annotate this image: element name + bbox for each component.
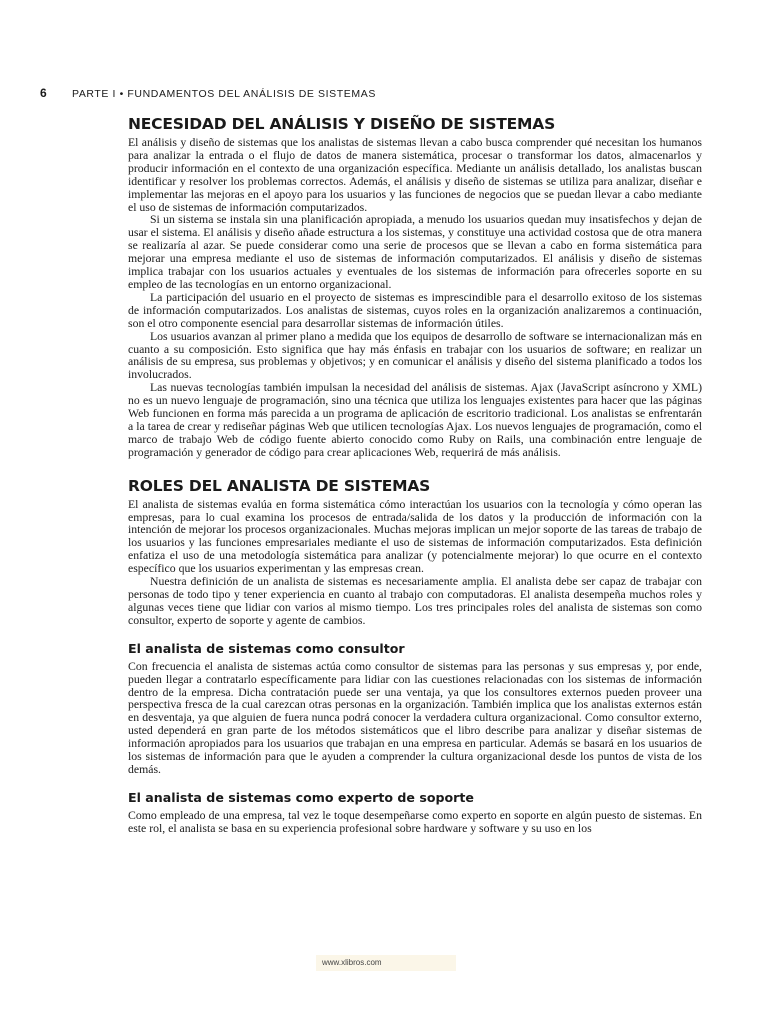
body-paragraph: Las nuevas tecnologías también impulsan la necesidad del análisis de sistemas. Ajax (JavaScript asíncrono y XML) no es un nuevo lenguaje de programación, sino una técnica que utiliza los lenguajes existentes para hacer que las páginas Web funcionen en forma más parecida a un programa de aplicación de escritorio tradicional. Los analistas se enfrentarán a la tarea de crear y rediseñar páginas Web que utilicen tecnologías Ajax. Los nuevos lenguajes de programación, como el marco de trabajo Web de código fuente abierto conocido como Ruby on Rails, una combinación entre lenguaje de programación y generador de código para crear aplicaciones Web, requerirá de más análisis. <box>128 381 702 459</box>
body-paragraph: Nuestra definición de un analista de sistemas es necesariamente amplia. El analista debe ser capaz de trabajar con personas de todo tipo y tener experiencia en cuanto al trabajo con computadoras. El analista desempeña muchos roles y algunas veces tiene que lidiar con varios al mismo tiempo. Los tres principales roles del analista de sistemas son como consultor, experto de soporte y agente de cambios. <box>128 575 702 627</box>
body-paragraph: Los usuarios avanzan al primer plano a medida que los equipos de desarrollo de software se internacionalizan más en cuanto a su composición. Esto significa que hay más énfasis en trabajar con los usuarios de software; en realizar un análisis de su empresa, sus problemas y objetivos; y en comunicar el análisis y diseño del sistema planificado a todos los involucrados. <box>128 329 702 382</box>
page-content <box>128 113 702 836</box>
body-paragraph: Como empleado de una empresa, tal vez le toque desempeñarse como experto en soporte en algún puesto de sistemas. En este rol, el analista se basa en su experiencia profesional sobre hardware y software y su uso en los <box>128 808 702 835</box>
footer-watermark: www.xlibros.com <box>316 955 456 971</box>
body-paragraph: El analista de sistemas evalúa en forma sistemática cómo interactúan los usuarios con la tecnología y cómo operan las empresas, para lo cual examina los procesos de entrada/salida de los datos y la producción de información con la intención de mejorar los procesos organizacionales. Muchas mejoras implican un mejor soporte de las tareas de trabajo de los usuarios y las funciones empresariales mediante el uso de sistemas de información computarizados. Esta definición enfatiza el uso de una metodología sistemática para analizar (y potencialmente mejorar) lo que ocurre en el contexto específico que los usuarios experimentan y las empresas crean. <box>128 497 702 576</box>
body-paragraph: Si un sistema se instala sin una planificación apropiada, a menudo los usuarios quedan muy insatisfechos y dejan de usar el sistema. El análisis y diseño añade estructura a los sistemas, y constituye una actividad costosa que de otra manera se realizaría al azar. Se puede considerar como una serie de procesos que se llevan a cabo en forma sistemática para mejorar una empresa mediante el uso de sistemas de información computarizados. El análisis y diseño de sistemas implica trabajar con los usuarios actuales y eventuales de los sistemas de información para ofrecerles soporte en su empleo de las tecnologías en un entorno organizacional. <box>128 213 702 291</box>
page-number: 6 <box>40 86 48 100</box>
body-paragraph: El análisis y diseño de sistemas que los analistas de sistemas llevan a cabo busca comprender qué necesitan los humanos para analizar la entrada o el flujo de datos de manera sistemática, procesar o transformar los datos, almacenarlos y producir información en el contexto de una organización específica. Mediante un análisis detallado, los analistas buscan identificar y resolver los problemas correctos. Además, el análisis y diseño de sistemas se utiliza para analizar, diseñar e implementar las mejoras en el apoyo para los usuarios y las funciones de negocios que se puedan llevar a cabo mediante el uso de sistemas de información computarizados. <box>128 136 702 214</box>
running-title: PARTE I • FUNDAMENTOS DEL ANÁLISIS DE SISTEMAS <box>72 88 376 100</box>
subsection-heading-soporte: El analista de sistemas como experto de soporte <box>128 789 474 805</box>
section-heading-roles: ROLES DEL ANALISTA DE SISTEMAS <box>128 476 431 495</box>
subsection-heading-consultor: El analista de sistemas como consultor <box>128 640 405 656</box>
body-paragraph: Con frecuencia el analista de sistemas actúa como consultor de sistemas para las personas y sus empresas y, por ende, pueden llegar a contratarlo específicamente para lidiar con las cuestiones relacionadas con los sistemas de información dentro de la empresa. Dicha contratación puede ser una ventaja, ya que los consultores externos pueden proveer una perspectiva fresca de la cual carezcan otras personas en la organización. También implica que los analistas externos están en desventaja, ya que alguien de fuera nunca podrá conocer la verdadera cultura organizacional. Como consultor externo, usted dependerá en gran parte de los métodos sistemáticos que el libro describe para analizar y diseñar sistemas de información apropiados para los usuarios que trabajan en una empresa en particular. Además se basará en los usuarios de los sistemas de información para que le ayuden a comprender la cultura organizacional desde los puntos de vista de los demás. <box>128 659 702 776</box>
running-header <box>40 86 376 100</box>
body-paragraph: La participación del usuario en el proyecto de sistemas es imprescindible para el desarrollo exitoso de los sistemas de información computarizados. Los analistas de sistemas, cuyos roles en la organización analizaremos a continuación, son el otro componente esencial para desarrollar sistemas de información útiles. <box>128 290 702 330</box>
section-heading-necesidad: NECESIDAD DEL ANÁLISIS Y DISEÑO DE SISTEMAS <box>128 115 556 133</box>
